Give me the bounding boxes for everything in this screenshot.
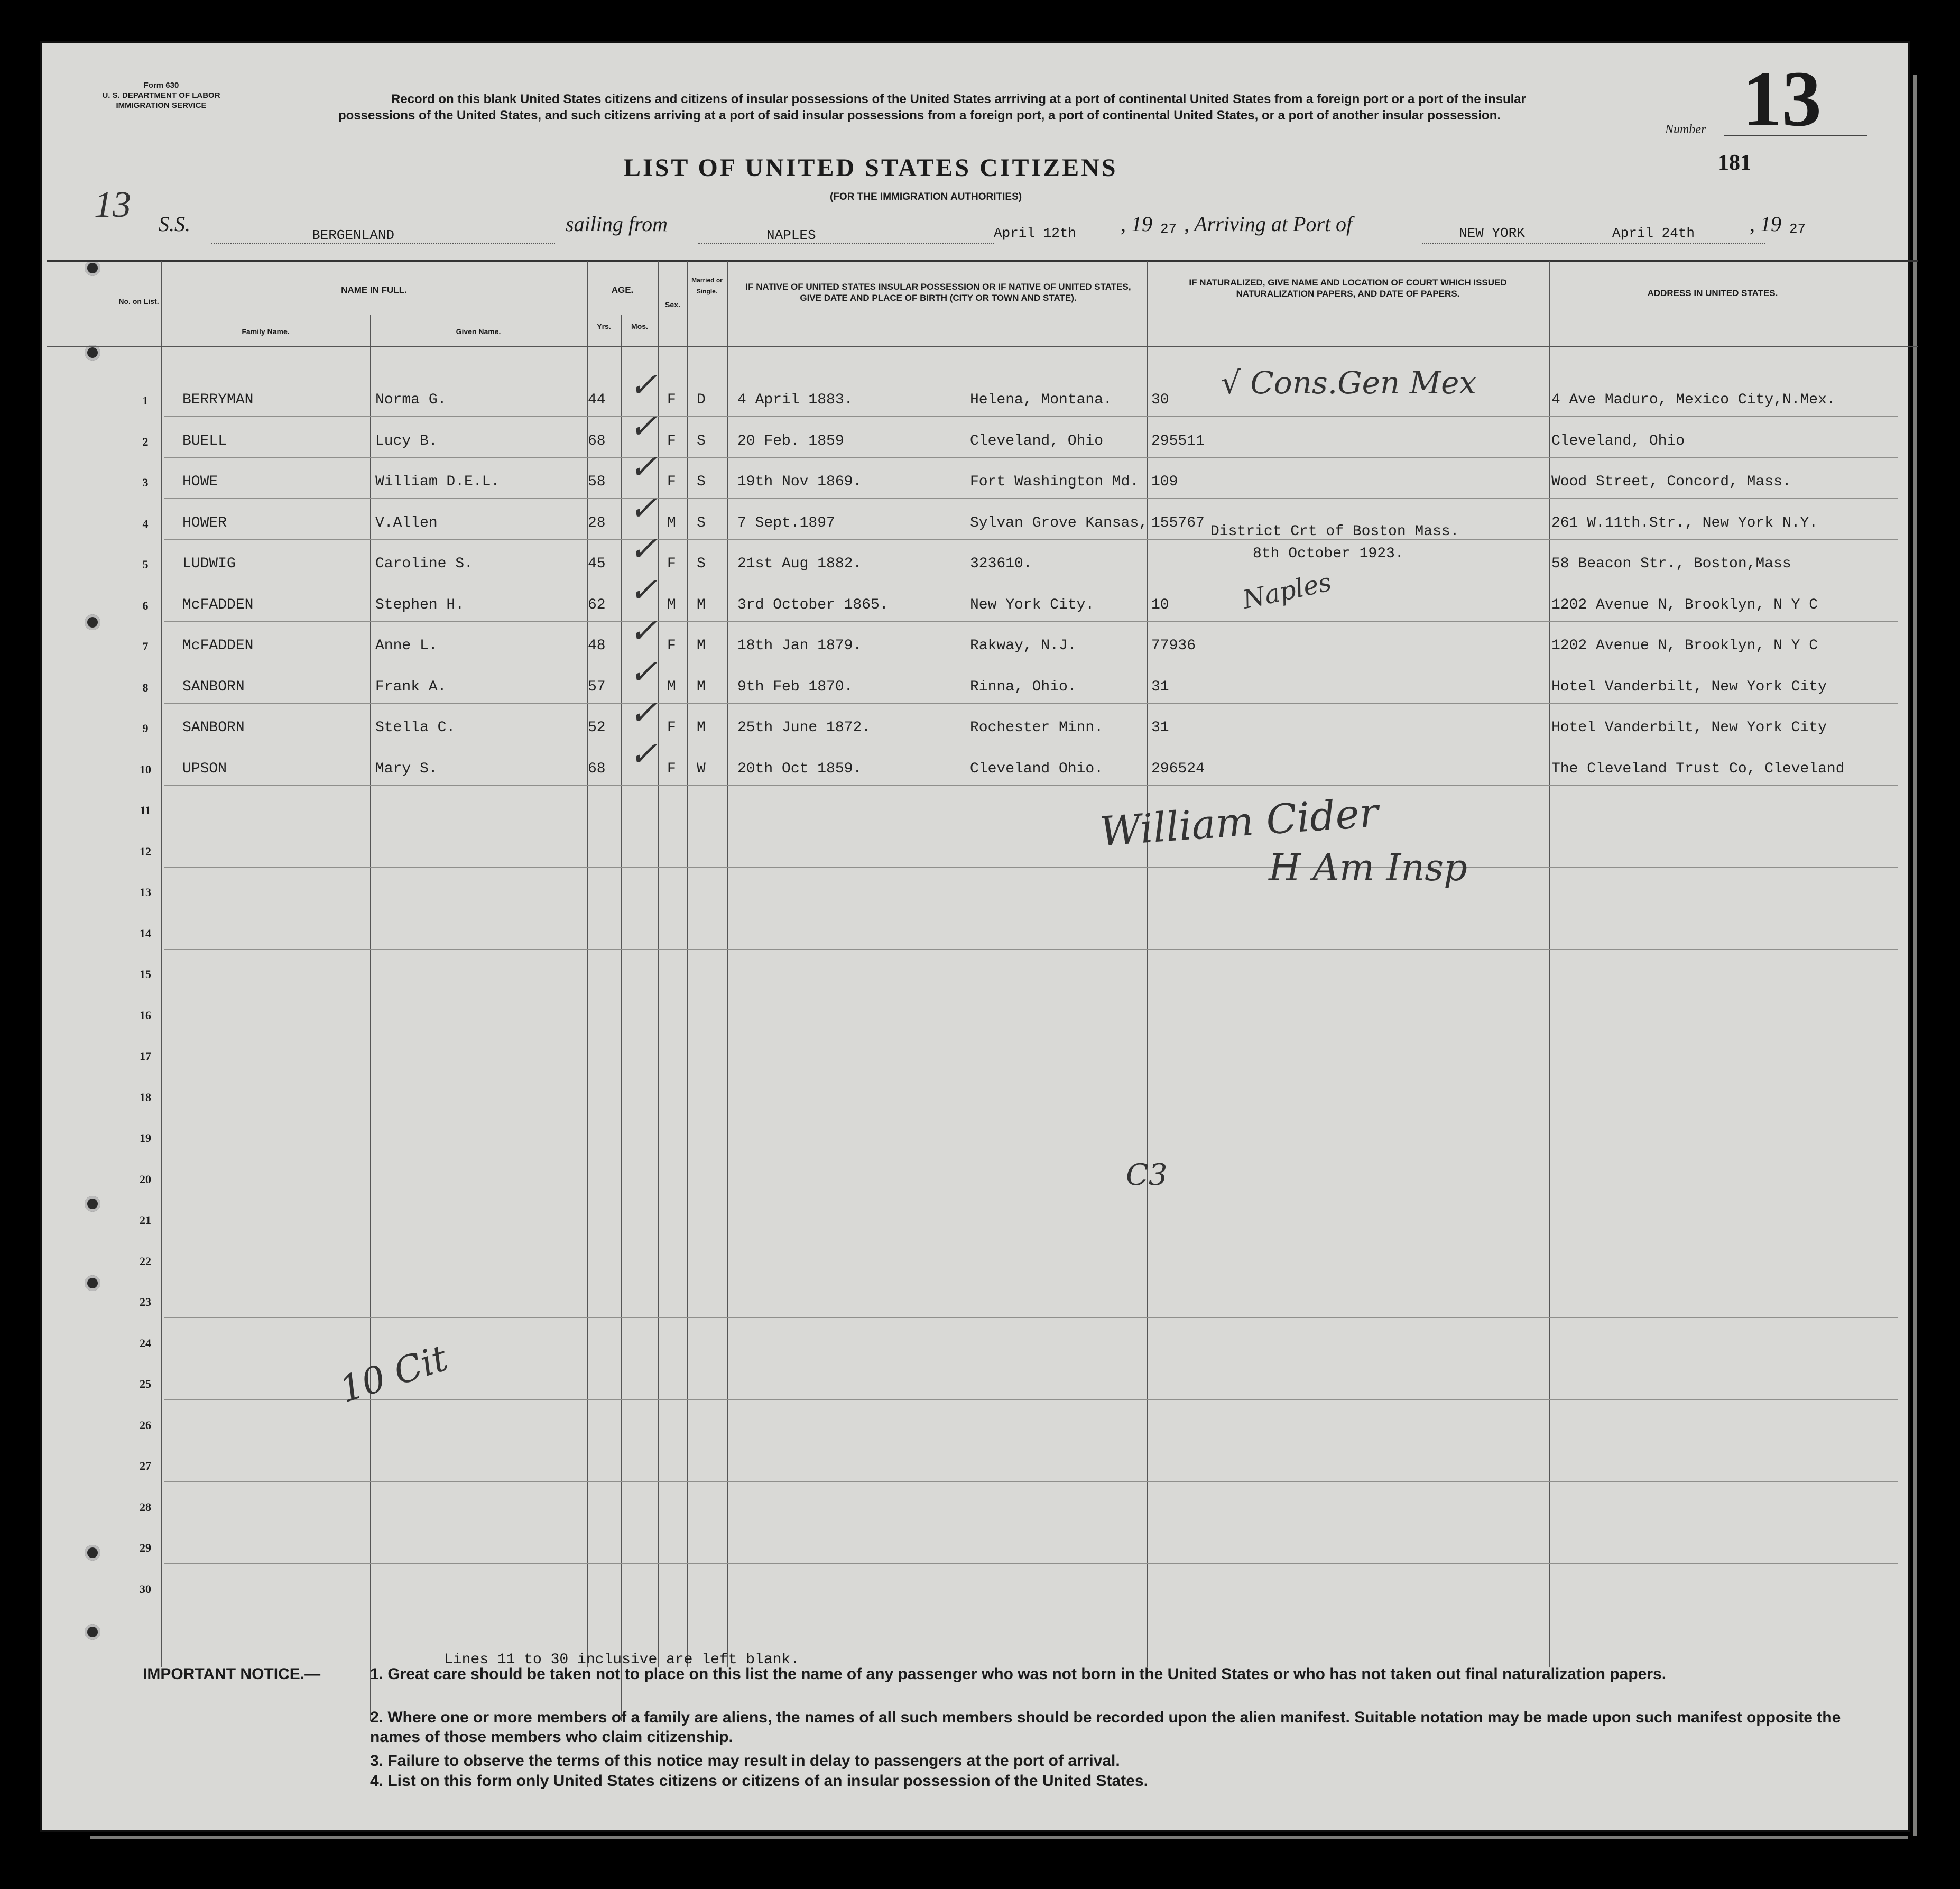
header-married-single: Married or Single.	[691, 277, 723, 295]
cell-birth-date: 19th Nov 1869.	[737, 474, 862, 490]
table-header-rule	[47, 346, 1918, 347]
check-mark: ✓	[629, 653, 658, 691]
punch-hole	[85, 1196, 100, 1212]
cell-nat: 77936	[1151, 638, 1196, 654]
col-rule	[1147, 261, 1148, 1667]
cell-ms: D	[697, 392, 706, 408]
cell-given: V.Allen	[375, 514, 438, 531]
manifest-page	[42, 43, 1908, 1830]
page-stack-edge	[90, 1836, 1908, 1839]
handwritten-inspector-title: H Am Insp	[1269, 846, 1467, 889]
header-address: ADDRESS IN UNITED STATES.	[1647, 288, 1778, 298]
cell-address: 4 Ave Maduro, Mexico City,N.Mex.	[1551, 392, 1836, 408]
cell-family: HOWE	[182, 474, 218, 490]
cell-birth-date: 20 Feb. 1859	[737, 432, 844, 449]
cell-address: 261 W.11th.Str., New York N.Y.	[1551, 514, 1818, 531]
cell-family: HOWER	[182, 514, 227, 531]
cell-age: 57	[588, 678, 606, 695]
cell-family: SANBORN	[182, 720, 245, 736]
form-number: Form 630	[143, 81, 179, 90]
cell-sex: F	[667, 556, 676, 572]
page-title: LIST OF UNITED STATES CITIZENS	[624, 154, 1118, 182]
row-number: 19	[140, 1131, 151, 1145]
cell-nat: 10	[1151, 596, 1169, 613]
cell-birth-place: Helena, Montana.	[970, 392, 1112, 408]
notice-label: IMPORTANT NOTICE.—	[143, 1665, 321, 1683]
record-instructions: Record on this blank United States citizens and citizens of insular possessions of the United States arrriving at a port of continental United States from a foreign port or a port of the insular possessions of the United States, and such citizens arriving at a port of said insular possessions from a foreign port, a port of continental United States, or a port of another insular possession.	[338, 92, 1526, 123]
header-name: NAME IN FULL.	[341, 285, 407, 295]
check-mark: ✓	[629, 448, 658, 486]
cell-family: McFADDEN	[182, 638, 254, 654]
row-number: 16	[140, 1008, 151, 1022]
cell-ms: M	[697, 596, 706, 613]
row-number: 15	[140, 967, 151, 981]
row-number: 3	[142, 476, 149, 489]
row-number: 8	[142, 680, 149, 694]
cell-given: Caroline S.	[375, 556, 473, 572]
cell-age: 48	[588, 638, 606, 654]
check-mark: ✓	[629, 694, 658, 732]
row-number: 11	[140, 804, 151, 817]
cell-birth-date: 25th June 1872.	[737, 720, 871, 736]
punch-hole	[85, 1545, 100, 1561]
list-number-label: Number	[1665, 123, 1706, 136]
row-number: 4	[142, 517, 149, 530]
notice-item: 4. List on this form only United States citizens or citizens of an insular possession of the United States.	[370, 1772, 1148, 1790]
header-naturalization: IF NATURALIZED, GIVE NAME AND LOCATION OF COURT WHICH ISSUED NATURALIZATION PAPERS, AND DATE OF PAPERS.	[1189, 278, 1507, 299]
cell-birth-place: Cleveland, Ohio	[970, 432, 1104, 449]
cell-family: LUDWIG	[182, 556, 236, 572]
cell-given: Stephen H.	[375, 596, 465, 613]
cell-birth-date: 9th Feb 1870.	[737, 678, 853, 695]
cell-nat: 296524	[1151, 760, 1205, 777]
handwritten-citizen-count: 10 Cit	[334, 1337, 453, 1412]
service-name: IMMIGRATION SERVICE	[116, 101, 207, 110]
cell-nat: 109	[1151, 474, 1178, 490]
row-rule	[164, 1563, 1898, 1564]
cell-nat: 295511	[1151, 432, 1205, 449]
row-number: 13	[140, 886, 151, 899]
cell-given: William D.E.L.	[375, 474, 500, 490]
row-number: 21	[140, 1213, 151, 1227]
cell-birth-date: 4 April 1883.	[737, 392, 853, 408]
row-rule	[164, 785, 1898, 786]
ss-label: S.S.	[159, 212, 190, 236]
page-stack-edge	[1913, 75, 1917, 1836]
cell-birth-date: 3rd October 1865.	[737, 596, 889, 613]
handwritten-inspector-signature: William Cider	[1098, 788, 1380, 855]
check-mark: ✓	[629, 735, 658, 773]
cell-sex: F	[667, 638, 676, 654]
departure-year: 27	[1160, 221, 1177, 237]
cell-family: SANBORN	[182, 678, 245, 695]
cell-birth-date: 20th Oct 1859.	[737, 760, 862, 777]
cell-ms: W	[697, 760, 706, 777]
cell-birth-date: 7 Sept.1897	[737, 514, 835, 531]
cell-family: McFADDEN	[182, 596, 254, 613]
cell-birth-place: New York City.	[970, 596, 1095, 613]
cell-family: BERRYMAN	[182, 392, 254, 408]
handwritten-consul-note: √ Cons.Gen Mex	[1221, 365, 1477, 401]
handwritten-port-note: Naples	[1240, 567, 1334, 615]
arrival-year-prefix: , 19	[1750, 212, 1781, 236]
departure-year-prefix: , 19	[1121, 212, 1152, 236]
cell-ms: M	[697, 720, 706, 736]
row-rule	[164, 1317, 1898, 1318]
ship-rule	[211, 243, 555, 244]
list-number-value: 13	[1742, 55, 1822, 143]
row-number: 12	[140, 844, 151, 858]
cell-age: 58	[588, 474, 606, 490]
cell-nat: 31	[1151, 720, 1169, 736]
ship-name: BERGENLAND	[312, 227, 395, 243]
row-number: 14	[140, 926, 151, 940]
header-age: AGE.	[611, 285, 634, 295]
handwritten-center-mark: C3	[1126, 1158, 1168, 1192]
header-sex: Sex.	[665, 300, 680, 309]
departure-date: April 12th	[994, 225, 1077, 241]
row-number: 1	[142, 394, 149, 407]
header-given-name: Given Name.	[456, 327, 501, 336]
row-rule	[164, 621, 1898, 622]
row-number: 9	[142, 722, 149, 735]
col-rule	[370, 315, 371, 1721]
header-birth: IF NATIVE OF UNITED STATES INSULAR POSSESSION OR IF NATIVE OF UNITED STATES, GIVE DATE AND PLACE OF BIRTH (CITY OR TOWN AND STATE).	[745, 282, 1131, 303]
cell-address: Hotel Vanderbilt, New York City	[1551, 678, 1827, 695]
cell-sex: F	[667, 760, 676, 777]
cell-birth-place: Fort Washington Md.	[970, 474, 1139, 490]
check-mark: ✓	[629, 407, 658, 445]
row-number: 7	[142, 640, 149, 653]
cell-age: 45	[588, 556, 606, 572]
col-rule	[687, 261, 688, 1667]
punch-hole	[85, 614, 100, 630]
cell-family: UPSON	[182, 760, 227, 777]
cell-age: 28	[588, 514, 606, 531]
cell-sex: F	[667, 720, 676, 736]
cell-age: 68	[588, 760, 606, 777]
arrival-year: 27	[1789, 221, 1806, 237]
cell-family: BUELL	[182, 432, 227, 449]
cell-age: 68	[588, 432, 606, 449]
col-rule	[727, 261, 728, 1667]
court-note: District Crt of Boston Mass.	[1210, 523, 1459, 540]
from-port: NAPLES	[766, 227, 816, 243]
cell-address: Wood Street, Concord, Mass.	[1551, 474, 1791, 490]
cell-nat: 155767	[1151, 514, 1205, 531]
cell-sex: F	[667, 432, 676, 449]
col-rule	[621, 315, 622, 1721]
cell-birth-place: Cleveland Ohio.	[970, 760, 1104, 777]
row-rule	[164, 1481, 1898, 1482]
cell-age: 44	[588, 392, 606, 408]
serial-number: 181	[1718, 151, 1751, 175]
cell-address: 1202 Avenue N, Brooklyn, N Y C	[1551, 596, 1818, 613]
arrival-port-rule	[1422, 243, 1765, 244]
department-name: U. S. DEPARTMENT OF LABOR	[102, 91, 220, 100]
cell-birth-place: Rakway, N.J.	[970, 638, 1077, 654]
table-top-rule	[47, 260, 1918, 262]
handwritten-page-mark: 13	[94, 185, 131, 225]
cell-address: Hotel Vanderbilt, New York City	[1551, 720, 1827, 736]
cell-birth-place: Sylvan Grove Kansas,	[970, 514, 1148, 531]
cell-given: Norma G.	[375, 392, 447, 408]
row-number: 2	[142, 435, 149, 448]
row-rule	[164, 949, 1898, 950]
check-mark: ✓	[629, 489, 658, 527]
row-number: 27	[140, 1459, 151, 1472]
cell-given: Anne L.	[375, 638, 438, 654]
cell-ms: S	[697, 556, 706, 572]
header-months: Mos.	[631, 322, 648, 330]
from-port-rule	[698, 243, 994, 244]
cell-nat: 30	[1151, 392, 1169, 408]
cell-ms: S	[697, 432, 706, 449]
cell-age: 52	[588, 720, 606, 736]
check-mark: ✓	[629, 366, 658, 404]
row-number: 5	[142, 558, 149, 571]
cell-sex: M	[667, 678, 676, 695]
row-number: 30	[140, 1582, 151, 1596]
row-number: 10	[140, 762, 151, 776]
cell-nat: 31	[1151, 678, 1169, 695]
cell-birth-date: 18th Jan 1879.	[737, 638, 862, 654]
row-number: 25	[140, 1377, 151, 1390]
notice-item: 3. Failure to observe the terms of this notice may result in delay to passengers at the port of arrival.	[370, 1752, 1120, 1770]
cell-given: Mary S.	[375, 760, 438, 777]
cell-birth-place: 323610.	[970, 556, 1032, 572]
cell-given: Lucy B.	[375, 432, 438, 449]
header-years: Yrs.	[597, 322, 611, 330]
row-rule	[164, 703, 1898, 704]
page-subtitle: (FOR THE IMMIGRATION AUTHORITIES)	[830, 191, 1022, 202]
cell-address: Cleveland, Ohio	[1551, 432, 1685, 449]
cell-ms: S	[697, 474, 706, 490]
form-identifier	[74, 80, 248, 110]
row-number: 20	[140, 1172, 151, 1186]
row-number: 17	[140, 1049, 151, 1063]
cell-sex: F	[667, 392, 676, 408]
cell-address: The Cleveland Trust Co, Cleveland	[1551, 760, 1845, 777]
check-mark: ✓	[629, 612, 658, 650]
notice-item: 1. Great care should be taken not to place on this list the name of any passenger who was not born in the United States or who has not taken out final naturalization papers.	[370, 1665, 1667, 1683]
row-number: 28	[140, 1500, 151, 1514]
cell-address: 1202 Avenue N, Brooklyn, N Y C	[1551, 638, 1818, 654]
notice-item: 2. Where one or more members of a family are aliens, the names of all such members should be recorded upon the alien manifest. Suitable notation may be made upon such manifest opposite the names of those members who claim citizenship.	[370, 1709, 1841, 1746]
cell-sex: M	[667, 514, 676, 531]
cell-ms: M	[697, 678, 706, 695]
row-rule	[164, 539, 1898, 540]
cell-birth-date: 21st Aug 1882.	[737, 556, 862, 572]
row-number: 18	[140, 1090, 151, 1104]
row-number: 22	[140, 1254, 151, 1268]
blank-lines-note: Lines 11 to 30 inclusive are left blank.	[444, 1652, 800, 1668]
row-number: 23	[140, 1295, 151, 1309]
row-rule	[164, 867, 1898, 868]
row-number: 29	[140, 1541, 151, 1554]
cell-given: Frank A.	[375, 678, 447, 695]
cell-age: 62	[588, 596, 606, 613]
punch-hole	[85, 260, 100, 276]
cell-ms: M	[697, 638, 706, 654]
row-rule	[164, 457, 1898, 458]
cell-ms: S	[697, 514, 706, 531]
col-rule	[587, 261, 588, 1667]
cell-sex: F	[667, 474, 676, 490]
col-rule	[161, 261, 162, 1667]
cell-address: 58 Beacon Str., Boston,Mass	[1551, 556, 1791, 572]
cell-birth-place: Rochester Minn.	[970, 720, 1104, 736]
court-note-date: 8th October 1923.	[1253, 546, 1404, 562]
punch-hole	[85, 1624, 100, 1640]
row-rule	[164, 416, 1898, 417]
cell-sex: M	[667, 596, 676, 613]
cell-given: Stella C.	[375, 720, 456, 736]
arrival-port: NEW YORK	[1459, 225, 1525, 241]
row-rule	[164, 1399, 1898, 1400]
row-number: 26	[140, 1418, 151, 1432]
arriving-label: , Arriving at Port of	[1184, 212, 1353, 236]
check-mark: ✓	[629, 571, 658, 609]
header-number: No. on List.	[118, 297, 159, 306]
cell-birth-place: Rinna, Ohio.	[970, 678, 1077, 695]
col-rule	[658, 261, 659, 1667]
col-rule	[1549, 261, 1550, 1667]
row-number: 24	[140, 1336, 151, 1350]
check-mark: ✓	[629, 530, 658, 568]
row-number: 6	[142, 598, 149, 612]
row-rule	[164, 498, 1898, 499]
punch-hole	[85, 1275, 100, 1291]
header-family-name: Family Name.	[242, 327, 290, 336]
arrival-date: April 24th	[1612, 225, 1695, 241]
sailing-from-label: sailing from	[566, 212, 668, 236]
